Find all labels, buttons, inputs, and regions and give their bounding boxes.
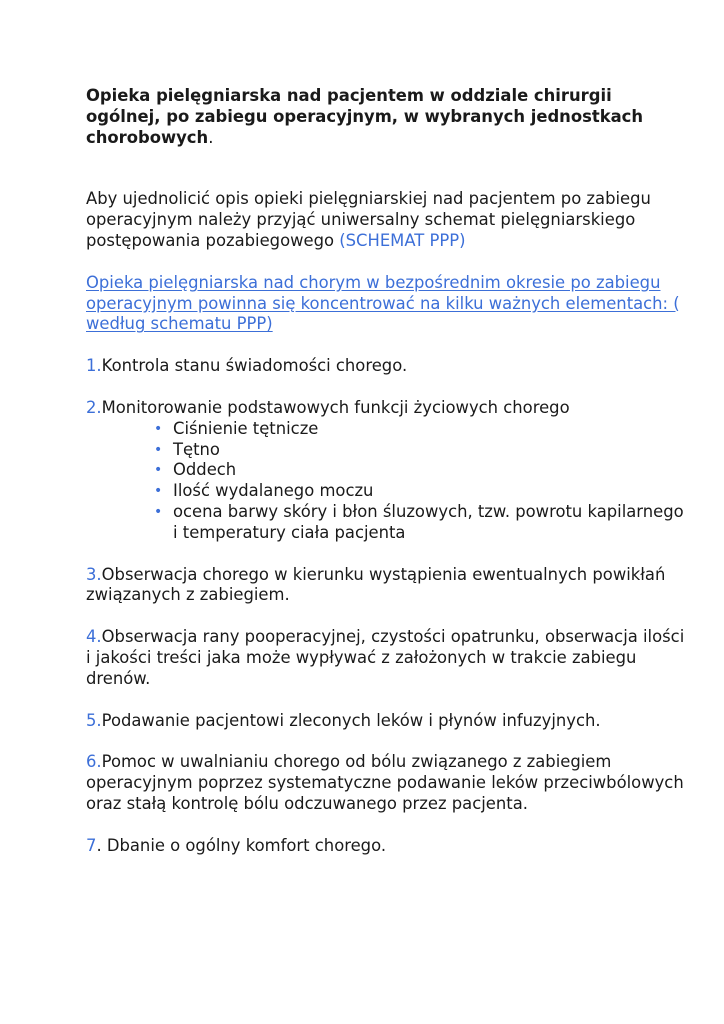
item-text: Kontrola stanu świadomości chorego. bbox=[101, 356, 408, 376]
document-title-text: Opieka pielęgniarska nad pacjentem w oddziale chirurgii ogólnej, po zabiegu operacyjnym, w wybranych jednostkach chorobowych bbox=[86, 86, 644, 147]
list-item-7 bbox=[86, 836, 686, 857]
bullet-text: Tętno bbox=[173, 439, 220, 459]
item-text: . Dbanie o ogólny komfort chorego. bbox=[96, 835, 387, 855]
bullet-text: Ilość wydalanego moczu bbox=[173, 481, 374, 501]
bullet-text: Ciśnienie tętnicze bbox=[173, 418, 319, 438]
item-number: 2. bbox=[86, 397, 102, 417]
item-number: 7 bbox=[86, 835, 97, 855]
ppp-elements-link[interactable]: Opieka pielęgniarska nad chorym w bezpośrednim okresie po zabiegu operacyjnym powinna się koncentrować na kilku ważnych elementach: ( według schematu PPP) bbox=[86, 272, 680, 334]
item-number: 4. bbox=[86, 627, 102, 647]
intro-paragraph bbox=[86, 189, 686, 251]
bullet-item bbox=[154, 501, 686, 544]
bullet-item bbox=[154, 418, 686, 440]
document-title-period: . bbox=[208, 127, 214, 147]
bullet-icon: • bbox=[154, 462, 163, 479]
bullet-icon: • bbox=[154, 420, 163, 437]
document-title bbox=[86, 86, 686, 148]
item-text: Monitorowanie podstawowych funkcji życiowych chorego bbox=[101, 397, 570, 417]
item-number: 6. bbox=[86, 752, 102, 772]
intro-text: Aby ujednolicić opis opieki pielęgniarskiej nad pacjentem po zabiegu operacyjnym należy przyjąć uniwersalny schemat pielęgniarskiego postępowania pozabiegowego bbox=[86, 189, 651, 250]
item-text: Pomoc w uwalnianiu chorego od bólu związanego z zabiegiem operacyjnym poprzez systematyczne podawanie leków przeciwbólowych oraz stałą kontrolę bólu odczuwanego przez pacjenta. bbox=[86, 752, 684, 813]
bullet-item bbox=[154, 439, 686, 461]
schemat-ppp-reference: (SCHEMAT PPP) bbox=[339, 230, 466, 250]
item-text: Podawanie pacjentowi zleconych leków i płynów infuzyjnych. bbox=[101, 710, 601, 730]
item-number: 1. bbox=[86, 356, 102, 376]
bullet-icon: • bbox=[154, 441, 163, 458]
list-item-6 bbox=[86, 752, 686, 814]
document-page bbox=[86, 86, 686, 857]
vital-signs-list bbox=[86, 419, 686, 544]
item-number: 3. bbox=[86, 564, 102, 584]
bullet-text: Oddech bbox=[173, 460, 237, 480]
bullet-item bbox=[154, 481, 686, 502]
list-item-5 bbox=[86, 711, 686, 732]
list-item-4 bbox=[86, 627, 686, 689]
item-text: Obserwacja rany pooperacyjnej, czystości opatrunku, obserwacja ilości i jakości treści jaka może wypływać z założonych w trakcie zabiegu drenów. bbox=[86, 627, 685, 688]
bullet-text: ocena barwy skóry i błon śluzowych, tzw. powrotu kapilarnego i temperatury ciała pacjenta bbox=[173, 501, 684, 542]
bullet-icon: • bbox=[154, 483, 163, 500]
list-item-1 bbox=[86, 356, 686, 377]
item-text: Obserwacja chorego w kierunku wystąpienia ewentualnych powikłań związanych z zabiegiem. bbox=[86, 564, 666, 605]
list-item-2 bbox=[86, 398, 686, 544]
item-number: 5. bbox=[86, 710, 102, 730]
list-item-3 bbox=[86, 565, 686, 607]
bullet-item bbox=[154, 460, 686, 481]
bullet-icon: • bbox=[154, 503, 163, 520]
